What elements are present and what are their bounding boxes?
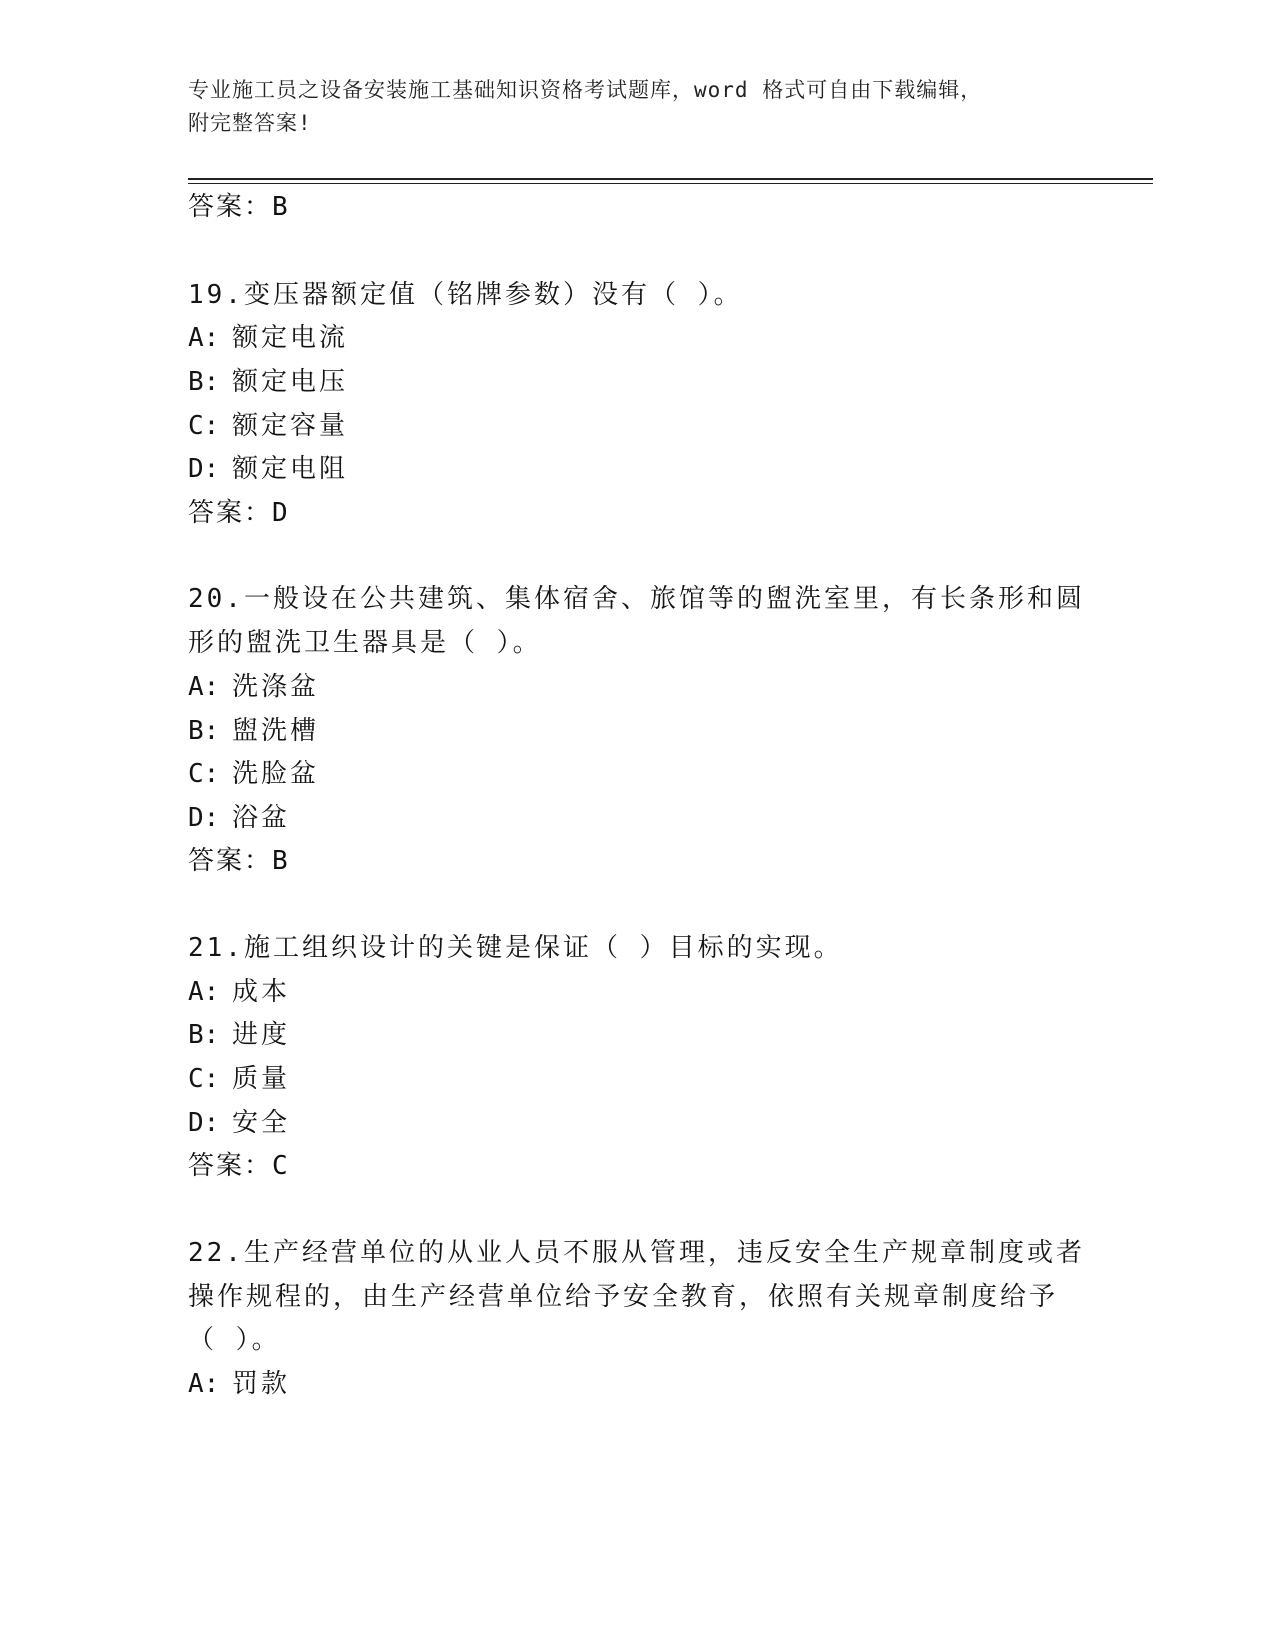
question-20-option-b: B: 盥洗槽 bbox=[188, 716, 320, 746]
question-19-stem: 19.变压器额定值（铭牌参数）没有（ ）。 bbox=[188, 280, 743, 310]
question-19-answer: 答案：D bbox=[188, 498, 288, 528]
question-19-option-c: C: 额定容量 bbox=[188, 411, 349, 441]
question-20-option-c: C: 洗脸盆 bbox=[188, 759, 320, 789]
question-22-stem-line-3: （ ）。 bbox=[188, 1325, 281, 1355]
question-19-option-a: A: 额定电流 bbox=[188, 323, 349, 353]
header-line-2: 附完整答案! bbox=[188, 111, 312, 135]
question-21-option-b: B: 进度 bbox=[188, 1020, 291, 1050]
header-rule-thin bbox=[188, 183, 1153, 184]
question-19-option-d: D: 额定电阻 bbox=[188, 454, 349, 484]
answer-label: 答案： bbox=[188, 192, 273, 222]
prev-answer bbox=[188, 192, 288, 222]
question-19-option-b: B: 额定电压 bbox=[188, 367, 349, 397]
question-20-answer: 答案：B bbox=[188, 846, 288, 876]
question-20-option-d: D: 浴盆 bbox=[188, 803, 291, 833]
question-22-option-a: A: 罚款 bbox=[188, 1369, 291, 1399]
question-20-stem-line-1: 20.一般设在公共建筑、集体宿舍、旅馆等的盥洗室里，有长条形和圆 bbox=[188, 584, 1085, 614]
question-21-option-c: C: 质量 bbox=[188, 1064, 291, 1094]
question-22-stem-line-2: 操作规程的，由生产经营单位给予安全教育，依照有关规章制度给予 bbox=[188, 1282, 1059, 1312]
question-20-option-a: A: 洗涤盆 bbox=[188, 672, 320, 702]
page-header bbox=[188, 74, 1088, 140]
header-rule-thick bbox=[188, 178, 1153, 180]
question-20-stem-line-2: 形的盥洗卫生器具是（ ）。 bbox=[188, 628, 542, 658]
question-21-option-d: D: 安全 bbox=[188, 1108, 291, 1138]
question-21-stem: 21.施工组织设计的关键是保证（ ）目标的实现。 bbox=[188, 933, 843, 963]
question-21-option-a: A: 成本 bbox=[188, 977, 291, 1007]
question-21-answer: 答案：C bbox=[188, 1151, 288, 1181]
header-line-1: 专业施工员之设备安装施工基础知识资格考试题库，word 格式可自由下载编辑， bbox=[188, 78, 983, 102]
question-22-stem-line-1: 22.生产经营单位的从业人员不服从管理，违反安全生产规章制度或者 bbox=[188, 1238, 1085, 1268]
answer-value: B bbox=[272, 192, 288, 222]
